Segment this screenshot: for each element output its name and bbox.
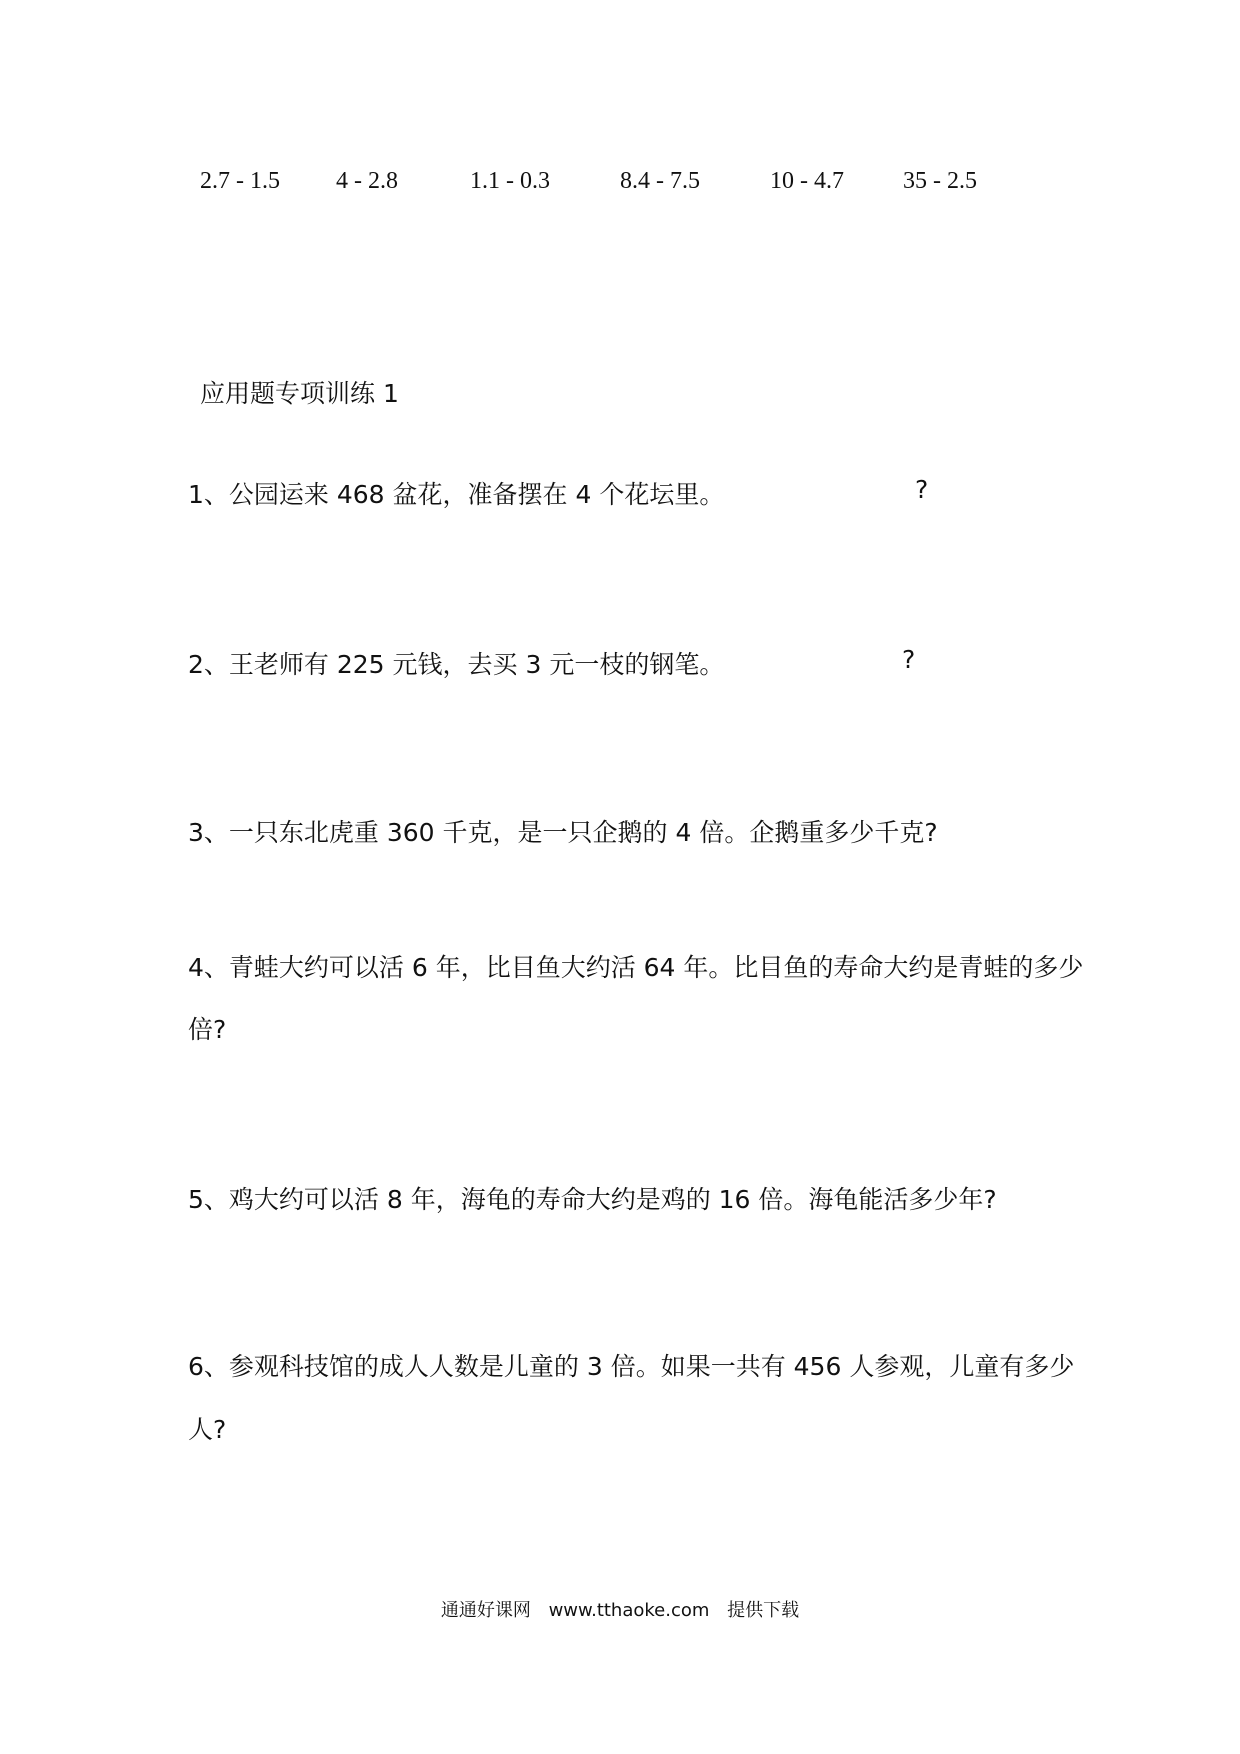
question-4: 4、青蛙大约可以活 6 年，比目鱼大约活 64 年。比目鱼的寿命大约是青蛙的多少 (188, 953, 1084, 982)
question-6: 6、参观科技馆的成人人数是儿童的 3 倍。如果一共有 456 人参观，儿童有多少 (188, 1352, 1075, 1381)
expression-3: 1.1 - 0.3 (470, 168, 550, 194)
footer-suffix: 提供下载 (727, 1600, 800, 1621)
expression-1: 2.7 - 1.5 (200, 168, 280, 194)
section-title: 应用题专项训练 1 (200, 379, 399, 408)
question-2-mark: ? (902, 645, 916, 674)
footer (0, 1596, 1240, 1622)
expression-6: 35 - 2.5 (903, 168, 977, 194)
question-6-continuation: 人? (188, 1415, 227, 1444)
expression-5: 10 - 4.7 (770, 168, 844, 194)
question-5: 5、鸡大约可以活 8 年，海龟的寿命大约是鸡的 16 倍。海龟能活多少年? (188, 1185, 997, 1214)
question-2: 2、王老师有 225 元钱，去买 3 元一枝的钢笔。 (188, 650, 725, 679)
footer-site-name: 通通好课网 (440, 1600, 531, 1621)
question-1-mark: ? (915, 475, 929, 504)
question-4-continuation: 倍? (188, 1015, 227, 1044)
footer-url[interactable]: www.tthaoke.com (548, 1600, 710, 1621)
question-1: 1、公园运来 468 盆花，准备摆在 4 个花坛里。 (188, 480, 725, 509)
expression-4: 8.4 - 7.5 (620, 168, 700, 194)
question-3: 3、一只东北虎重 360 千克，是一只企鹅的 4 倍。企鹅重多少千克? (188, 818, 938, 847)
expression-2: 4 - 2.8 (336, 168, 398, 194)
